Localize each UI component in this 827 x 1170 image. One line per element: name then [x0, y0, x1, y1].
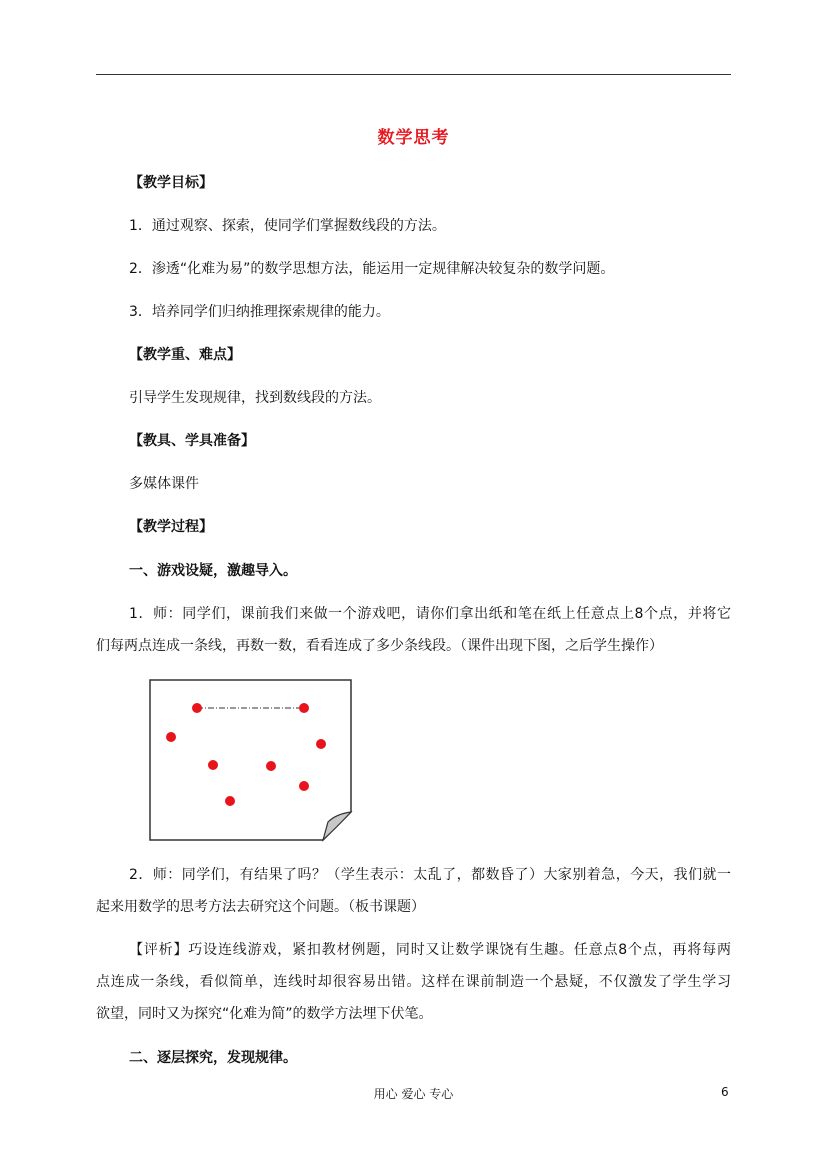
- goal-item-1: 1．通过观察、探索，使同学们掌握数线段的方法。: [129, 218, 446, 234]
- goal-item-3: 3．培养同学们归纳推理探索规律的能力。: [129, 304, 390, 320]
- tools-text: 多媒体课件: [129, 476, 199, 492]
- goal-item-2: 2．渗透“化难为易”的数学思想方法，能运用一定规律解决较复杂的数学问题。: [129, 261, 615, 277]
- dots-figure: [148, 678, 354, 842]
- page-title: 数学思考: [377, 128, 450, 148]
- header-rule: [96, 74, 731, 75]
- comment-line-2: 点连成一条线，看似简单，连线时却很容易出错。这样在课前制造一个悬疑，不仅激发了学生学习: [96, 974, 731, 990]
- red-dot-5: [208, 760, 218, 770]
- part1-heading: 一、游戏设疑，激趣导入。: [129, 563, 297, 579]
- red-dot-3: [166, 732, 176, 742]
- red-dot-6: [266, 761, 276, 771]
- red-dot-2: [299, 703, 309, 713]
- step1-line-2: 们每两点连成一条线，再数一数，看看连成了多少条线段。（课件出现下图，之后学生操作）: [96, 638, 663, 654]
- footer-text: 用心 爱心 专心: [373, 1087, 454, 1101]
- part2-heading: 二、逐层探究，发现规律。: [129, 1050, 297, 1066]
- goals-heading: 【教学目标】: [129, 175, 213, 191]
- step2-line-2: 起来用数学的思考方法去研究这个问题。（板书课题）: [96, 899, 425, 915]
- red-dot-1: [192, 703, 202, 713]
- comment-line-1: 【评析】巧设连线游戏，紧扣教材例题，同时又让数学课饶有生趣。任意点8个点，再将每两: [129, 942, 731, 958]
- tools-heading: 【教具、学具准备】: [129, 433, 255, 449]
- red-dot-8: [225, 796, 235, 806]
- red-dot-7: [299, 781, 309, 791]
- page-number: 6: [721, 1085, 729, 1099]
- key-points-text: 引导学生发现规律，找到数线段的方法。: [129, 390, 381, 406]
- step2-line-1: 2．师：同学们，有结果了吗？（学生表示：太乱了，都数昏了）大家别着急，今天，我们就一: [129, 867, 731, 883]
- comment-line-3: 欲望，同时又为探究“化难为简”的数学方法埋下伏笔。: [96, 1006, 433, 1022]
- red-dot-4: [316, 739, 326, 749]
- process-heading: 【教学过程】: [129, 519, 213, 535]
- step1-line-1: 1．师：同学们，课前我们来做一个游戏吧，请你们拿出纸和笔在纸上任意点上8个点，并将它: [129, 606, 731, 622]
- paper-sheet: [150, 680, 351, 840]
- key-points-heading: 【教学重、难点】: [129, 347, 241, 363]
